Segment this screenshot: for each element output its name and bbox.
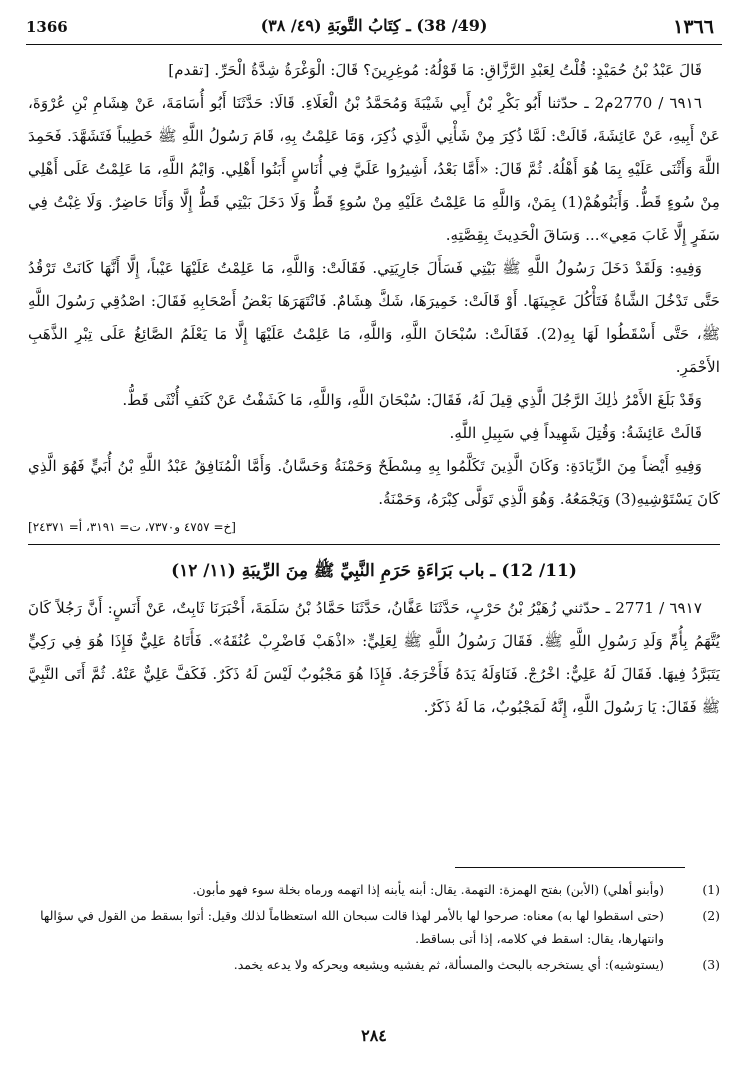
main-text xyxy=(28,54,720,724)
footnote xyxy=(28,953,720,976)
paragraph-intro: قَالَ عَبْدُ بْنُ حُمَيْدٍ: قُلْتُ لِعَبْدِ الرَّزَّاقِ: مَا قَوْلُهُ: مُوغِرِينَ؟ قَالَ: الْوَغْرَةُ شِدَّةُ الْحَرِّ. [تقدم] xyxy=(168,61,702,79)
header-rule xyxy=(26,44,722,45)
cross-reference: [خ= ٤٧٥٧ و٧٣٧٠، ت= ٣١٩١، أ= ٢٤٣٧١] xyxy=(28,520,236,534)
footnote-text: (يستوشيه): أي يستخرجه بالبحث والمسألة، ثم يفشيه ويشيعه ويحركه ولا يدعه يخمد. xyxy=(233,957,664,972)
chapter-rule-top xyxy=(28,544,720,545)
hadith-6916: ٦٩١٦ / 2770م2 ـ حدّثنا أَبُو بَكْرِ بْنُ أَبِي شَيْبَةَ وَمُحَمَّدُ بْنُ الْعَلَاءِ. قَالَا: حَدَّثَنَا أَبُو أُسَامَةَ، عَنْ هِشَامِ بْنِ عُرْوَةَ، عَنْ أَبِيهِ، عَنْ عَائِشَةَ، قَالَتْ: لَمَّا ذُكِرَ مِنْ شَأْنِي الَّذِي ذُكِرَ، وَمَا عَلِمْتُ بِهِ، قَامَ رَسُولُ اللَّهِ ﷺ خَطِيباً فَتَشَهَّدَ. فَحَمِدَ اللَّهَ وَأَثْنَى عَلَيْهِ بِمَا هُوَ أَهْلُهُ. ثُمَّ قَالَ: «أَمَّا بَعْدُ، أَشِيرُوا عَلَيَّ فِي أُنَاسٍ أَبَنُوا أَهْلِي. وَايْمُ اللَّهِ، مَا عَلِمْتُ عَلَى أَهْلِي مِنْ سُوءٍ قَطُّ. وَأَبَنُوهُمْ(1) بِمَنْ، وَاللَّهِ مَا عَلِمْتُ عَلَيْهِ مِنْ سُوءٍ قَطُّ وَلَا دَخَلَ بَيْتِي قَطُّ إِلَّا وَأَنَا حَاضِرٌ. وَلَا غِبْتُ فِي سَفَرٍ إِلَّا غَابَ مَعِي»... وَسَاقَ الْحَدِيثَ بِقِصَّتِهِ. xyxy=(28,94,720,244)
paragraph-ziyada: وَفِيهِ أَيْضاً مِنَ الزِّيَادَةِ: وَكَانَ الَّذِينَ تَكَلَّمُوا بِهِ مِسْطَحٌ وَحَمْنَةُ وَحَسَّانُ. وَأَمَّا الْمُنَافِقُ عَبْدُ اللَّهِ بْنُ أُبَيٍّ فَهُوَ الَّذِي كَانَ يَسْتَوْشِيهِ(3) وَيَجْمَعُهُ. وَهُوَ الَّذِي تَوَلَّى كِبْرَهُ، وَحَمْنَةُ. xyxy=(28,457,720,508)
footnote-text: (حتى اسقطوا لها به) معناه: صرحوا لها بالأمر لهذا قالت سبحان الله استعظاماً لذلك وقيل: أتوا بسقط من القول في سؤالها وانتهارها، يقال: اسقط في كلامه، إذا أتى بساقط. xyxy=(40,908,664,946)
footnote-rule xyxy=(455,867,685,868)
page-number-latin: 1366 xyxy=(26,18,68,36)
running-header xyxy=(26,14,722,40)
footnote-number: (2) xyxy=(702,908,720,923)
footnote-number: (1) xyxy=(702,882,720,897)
chapter-running-title: (49/ 38) ـ كِتَابُ التَّوبَةِ (٤٩/ ٣٨) xyxy=(260,16,488,35)
paragraph-aisha: قَالَتْ عَائِشَةُ: وَقُتِلَ شَهِيداً فِي سَبِيلِ اللَّهِ. xyxy=(449,424,702,442)
paragraph-man: وَقَدْ بَلَغَ الأَمْرُ ذٰلِكَ الرَّجُلَ الَّذِي قِيلَ لَهُ، فَقَالَ: سُبْحَانَ اللَّهِ، وَاللَّهِ، مَا كَشَفْتُ عَنْ كَنَفِ أُنْثَى قَطُّ. xyxy=(122,391,702,409)
chapter-title: (11/ 12) ـ باب بَرَاءَةِ حَرَمِ النَّبِيِّ ﷺ مِنَ الرِّيبَةِ (١١/ ١٢) xyxy=(171,561,577,581)
folio-number: ٢٨٤ xyxy=(361,1026,387,1045)
footnotes xyxy=(28,878,720,979)
paragraph-jariya: وَفِيهِ: وَلَقَدْ دَخَلَ رَسُولُ اللَّهِ ﷺ بَيْتِي فَسَأَلَ جَارِيَتِي. فَقَالَتْ: وَاللَّهِ، مَا عَلِمْتُ عَلَيْهَا عَيْباً، إِلَّا أَنَّهَا كَانَتْ تَرْقُدُ حَتَّى تَدْخُلَ الشَّاةُ فَتَأْكُلَ عَجِينَهَا. أَوْ قَالَتْ: خَمِيرَهَا، شَكَّ هِشَامٌ. فَانْتَهَرَهَا بَعْضُ أَصْحَابِهِ فَقَالَ: اصْدُقِي رَسُولَ اللَّهِ ﷺ، حَتَّى أَسْقَطُوا لَهَا بِهِ(2). فَقَالَتْ: سُبْحَانَ اللَّهِ، وَاللَّهِ، مَا عَلِمْتُ عَلَيْهَا إِلَّا مَا يَعْلَمُ الصَّائِغُ عَلَى تِبْرِ الذَّهَبِ الأَحْمَرِ. xyxy=(28,259,720,376)
footnote xyxy=(28,904,720,950)
footnote-number: (3) xyxy=(702,957,720,972)
page-number-arabic: ١٣٦٦ xyxy=(673,16,714,38)
footnote xyxy=(28,878,720,901)
hadith-6917: ٦٩١٧ / 2771 ـ حدّثني زُهَيْرُ بْنُ حَرْبٍ، حَدَّثَنَا عَفَّانُ، حَدَّثَنَا حَمَّادُ بْنُ سَلَمَةَ، أَخْبَرَنَا ثَابِتٌ، عَنْ أَنَسٍ: أَنَّ رَجُلاً كَانَ يُتَّهَمُ بِأُمِّ وَلَدِ رَسُولِ اللَّهِ ﷺ. فَقَالَ رَسُولُ اللَّهِ ﷺ لِعَلِيٍّ: «اذْهَبْ فَاضْرِبْ عُنُقَهُ». فَأَتَاهُ عَلِيٌّ فَإِذَا هُوَ فِي رَكِيٍّ يَتَبَرَّدُ فِيهَا. فَقَالَ لَهُ عَلِيٌّ: اخْرُجْ. فَنَاوَلَهُ يَدَهُ فَأَخْرَجَهُ. فَإِذَا هُوَ مَجْبُوبٌ لَيْسَ لَهُ ذَكَرٌ. فَكَفَّ عَلِيٌّ عَنْهُ. ثُمَّ أَتَى النَّبِيَّ ﷺ فَقَالَ: يَا رَسُولَ اللَّهِ، إِنَّهُ لَمَجْبُوبٌ، مَا لَهُ ذَكَرٌ. xyxy=(28,599,720,716)
footnote-text: (وأبنو أهلي) (الأبن) بفتح الهمزة: التهمة. يقال: أبنه يأبنه إذا اتهمه ورماه بخلة سوء فهو مأبون. xyxy=(192,882,664,897)
